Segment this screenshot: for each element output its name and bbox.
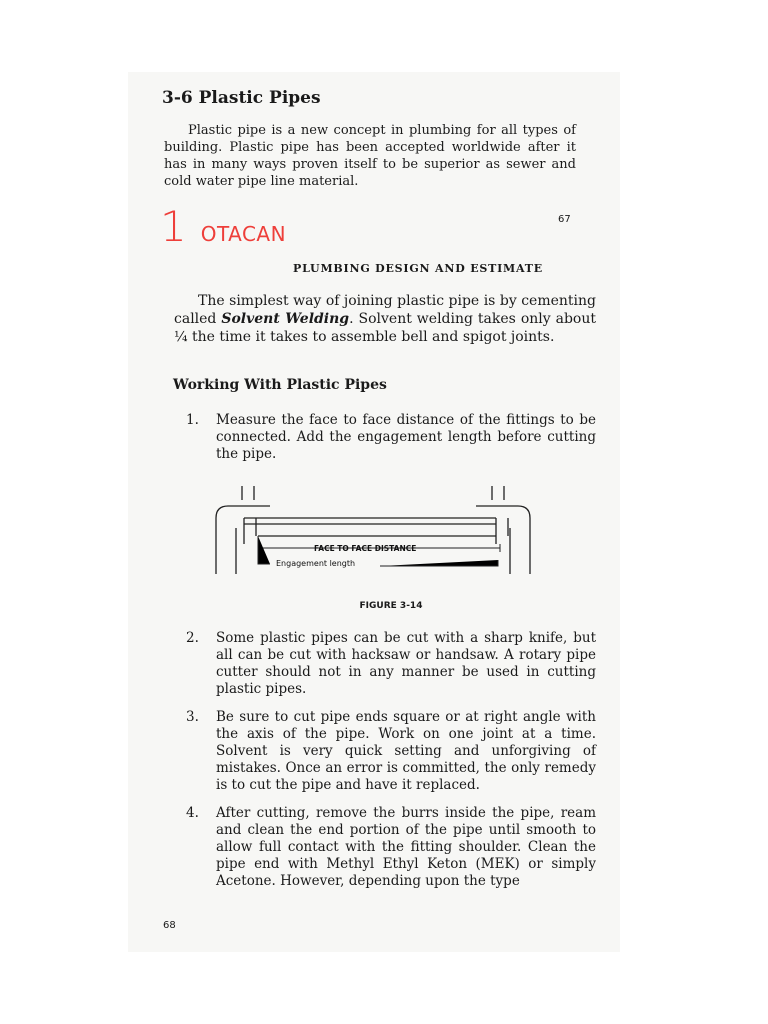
logo-number: 1 [160, 202, 187, 251]
intro-before: The simplest way of joining plastic pipe is by cementing called [174, 293, 596, 327]
list-item [186, 709, 596, 794]
pipe-joint-diagram [200, 484, 550, 584]
list-item-text: Be sure to cut pipe ends square or at right angle with the axis of the pipe. Work on one joint at a time. Solvent is very quick setting and unforgiving of mistakes. Once an error is committed, the only remedy is to cut the pipe and have it replaced. [216, 709, 596, 793]
intro-emphasis: Solvent Welding [221, 311, 350, 327]
list-item [186, 412, 596, 463]
list-item-number: 3. [186, 709, 199, 725]
face-to-face-label: FACE TO FACE DISTANCE [314, 544, 417, 553]
list-item-number: 4. [186, 805, 199, 821]
running-head [0, 262, 768, 275]
page-number-bottom: 68 [163, 920, 176, 931]
section-heading: 3-6 Plastic Pipes [162, 88, 321, 108]
intro-paragraph-plastic-pipe [164, 122, 576, 190]
running-head-text: PLUMBING DESIGN AND ESTIMATE [293, 262, 543, 275]
solvent-welding-paragraph [174, 292, 596, 346]
subheading: Working With Plastic Pipes [173, 377, 387, 393]
figure-caption [0, 601, 768, 611]
list-item [186, 630, 596, 698]
figure-caption-text: FIGURE 3-14 [359, 601, 423, 611]
list-item-number: 1. [186, 412, 199, 428]
page-number-top: 67 [558, 214, 571, 225]
list-item-text: Some plastic pipes can be cut with a sharp knife, but all can be cut with hacksaw or handsaw. A rotary pipe cutter should not in any manner be used in cutting plastic pipes. [216, 630, 596, 697]
list-item-number: 2. [186, 630, 199, 646]
list-item-text: After cutting, remove the burrs inside the pipe, ream and clean the end portion of the pipe until smooth to allow full contact with the fitting shoulder. Clean the pipe end with Methyl Ethyl Keton (MEK) or simply Acetone. However, depending upon the type [216, 805, 596, 889]
list-item-text: Measure the face to face distance of the fittings to be connected. Add the engagement length before cutting the pipe. [216, 412, 596, 462]
logo-text: OTACAN [200, 222, 287, 246]
otacan-logo [160, 202, 287, 251]
paragraph-text: Plastic pipe is a new concept in plumbing for all types of building. Plastic pipe has been accepted worldwide after it has in many ways proven itself to be superior as sewer and cold water pipe line material. [164, 123, 576, 189]
intro-after: . Solvent welding takes only about ¼ the time it takes to assemble bell and spigot joints. [174, 311, 596, 345]
pipe [244, 518, 496, 536]
engagement-length-label: Engagement length [276, 559, 356, 568]
list-item [186, 805, 596, 890]
